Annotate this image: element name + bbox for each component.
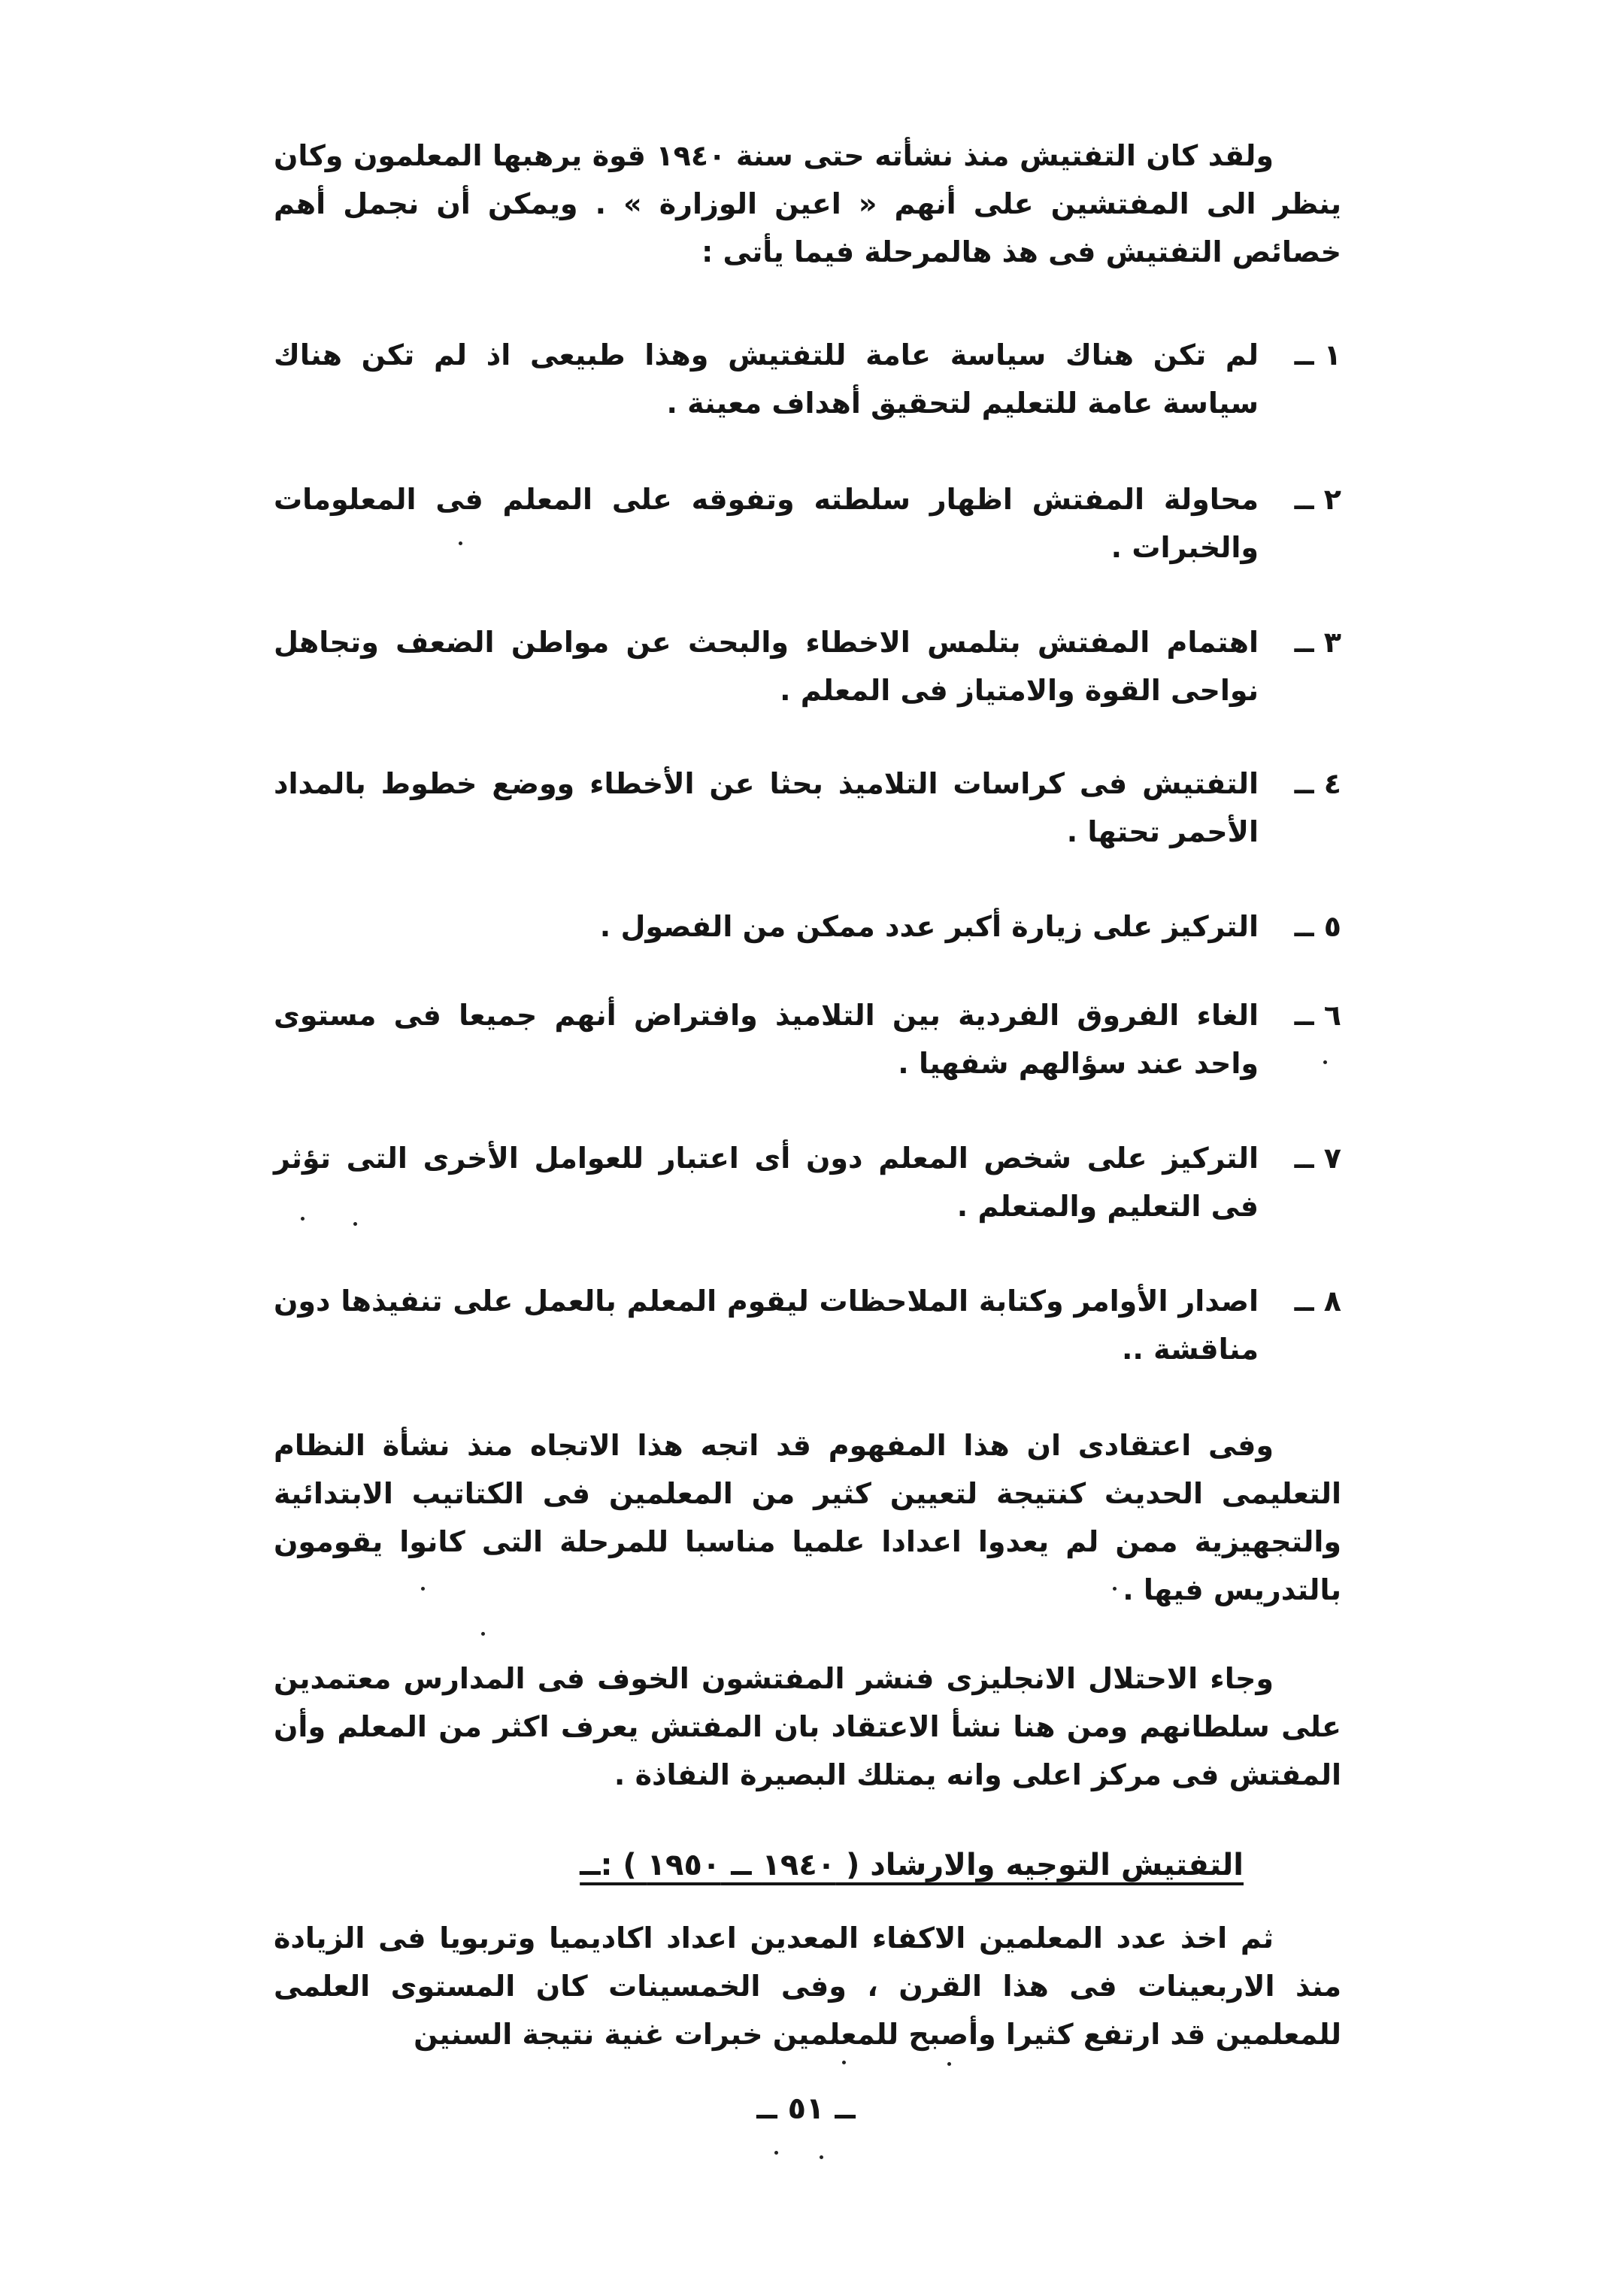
list-item-text: التركيز على زيارة أكبر عدد ممكن من الفصول .: [599, 910, 1259, 943]
list-item-number: ٦ ــ: [1294, 999, 1341, 1032]
list-item-text: اصدار الأوامر وكتابة الملاحظات ليقوم المعلم بالعمل على تنفيذها دون مناقشة ..: [274, 1284, 1259, 1366]
list-item-4: [274, 760, 1341, 856]
list-item-5: [274, 902, 1341, 951]
list-item-number: ٧ ــ: [1294, 1142, 1341, 1175]
belief-paragraph: وفى اعتقادى ان هذا المفهوم قد اتجه هذا الاتجاه منذ نشأة النظام التعليمى الحديث كنتيجة لتعيين كثير من المعلمين فى الكتاتيب الابتدائية والتجهيزية ممن لم يعدوا اعدادا علميا مناسبا للمرحلة التى كانوا يقومون بالتدريس فيها .: [274, 1429, 1341, 1606]
list-item-1: [274, 331, 1341, 427]
scan-speck: [1323, 1060, 1327, 1064]
scan-speck: [1113, 1587, 1117, 1591]
scan-speck: [947, 2062, 951, 2066]
list-item-number: ٨ ــ: [1294, 1284, 1341, 1318]
list-item-text: محاولة المفتش اظهار سلطته وتفوقه على المعلم فى المعلومات والخبرات .: [274, 483, 1259, 564]
scan-speck: [459, 541, 462, 545]
list-item-number: ٤ ــ: [1294, 767, 1341, 800]
list-item-6: [274, 991, 1341, 1087]
section-paragraph: ثم اخذ عدد المعلمين الاكفاء المعدين اعداد اكاديميا وتربويا فى الزيادة منذ الاربعينات فى هذا القرن ، وفى الخمسينات كان المستوى العلمى للمعلمين قد ارتفع كثيرا وأصبح للمعلمين خبرات غنية نتيجة السنين: [274, 1921, 1341, 2051]
section-heading: التفتيش التوجيه والارشاد ( ١٩٤٠ ــ ١٩٥٠ ) :ــ: [580, 1848, 1244, 1882]
list-item-number: ٣ ــ: [1294, 626, 1341, 659]
scan-speck: [842, 2061, 846, 2064]
list-item-2: [274, 475, 1341, 572]
list-item-8: [274, 1277, 1341, 1373]
list-item-text: التفتيش فى كراسات التلاميذ بحثا عن الأخطاء ووضع خطوط بالمداد الأحمر تحتها .: [274, 767, 1259, 848]
scan-speck: [774, 2151, 778, 2155]
list-item-text: اهتمام المفتش بتلمس الاخطاء والبحث عن مواطن الضعف وتجاهل نواحى القوة والامتياز فى المعلم .: [274, 626, 1259, 707]
list-item-3: [274, 618, 1341, 714]
list-item-number: ٢ ــ: [1294, 483, 1341, 516]
intro-paragraph: ولقد كان التفتيش منذ نشأته حتى سنة ١٩٤٠ قوة يرهبها المعلمون وكان ينظر الى المفتشين على أنهم « اعين الوزارة » . ويمكن أن نجمل أهم خصائص التفتيش فى هذ هالمرحلة فيما يأتى :: [274, 139, 1341, 268]
scan-speck: [301, 1217, 305, 1221]
scan-speck: [421, 1587, 425, 1591]
list-item-number: ١ ــ: [1294, 338, 1341, 372]
occupation-paragraph: وجاء الاحتلال الانجليزى فنشر المفتشون الخوف فى المدارس معتمدين على سلطانهم ومن هنا نشأ الاعتقاد بان المفتش يعرف اكثر من المعلم وأن المفتش فى مركز اعلى وانه يمتلك البصيرة النفاذة .: [274, 1662, 1341, 1791]
list-item-number: ٥ ــ: [1294, 910, 1341, 943]
scan-speck: [353, 1222, 357, 1226]
scan-speck: [481, 1632, 485, 1636]
list-item-text: الغاء الفروق الفردية بين التلاميذ وافتراض أنهم جميعا فى مستوى واحد عند سؤالهم شفهيا .: [274, 999, 1259, 1080]
scan-speck: [820, 2155, 823, 2159]
page-number: ــ ٥١ ــ: [756, 2091, 856, 2126]
list-item-7: [274, 1134, 1341, 1230]
list-item-text: التركيز على شخص المعلم دون أى اعتبار للعوامل الأخرى التى تؤثر فى التعليم والمتعلم .: [274, 1142, 1259, 1223]
list-item-text: لم تكن هناك سياسة عامة للتفتيش وهذا طبيعى اذ لم تكن هناك سياسة عامة للتعليم لتحقيق أهداف معينة .: [274, 338, 1259, 420]
